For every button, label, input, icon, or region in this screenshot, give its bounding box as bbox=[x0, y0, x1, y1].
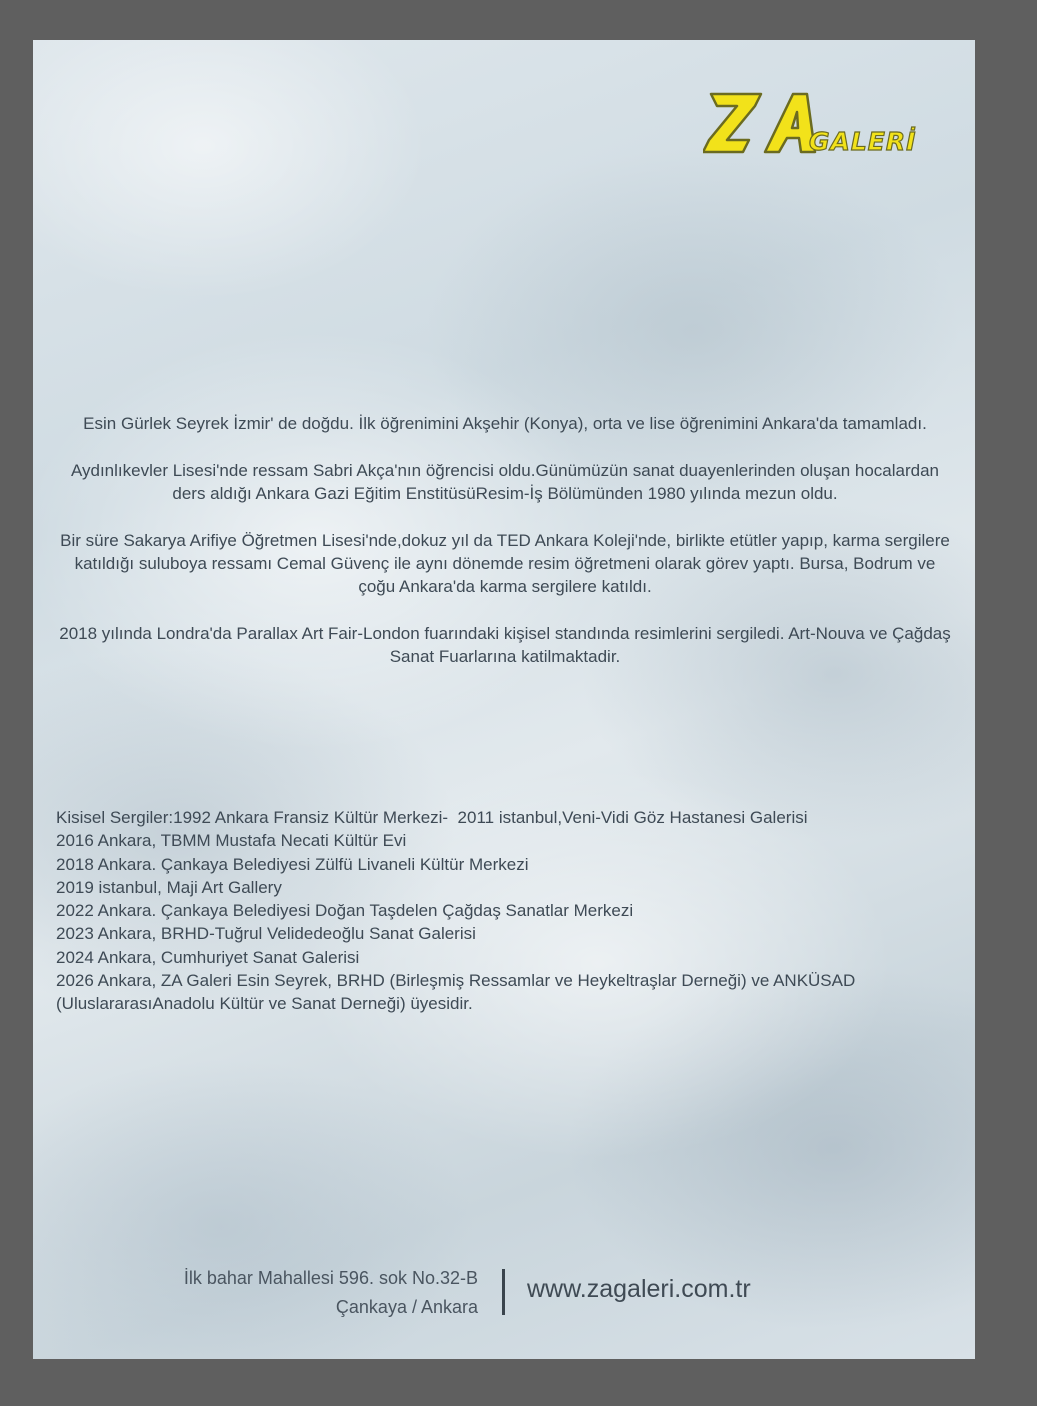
footer-address bbox=[184, 1264, 478, 1322]
svg-text:GALERİ: GALERİ bbox=[809, 127, 917, 156]
footer-divider bbox=[502, 1269, 505, 1315]
exhibition-item: 2026 Ankara, ZA Galeri Esin Seyrek, BRHD (Birleşmiş Ressamlar ve Heykeltraşlar Derneği) ve ANKÜSAD (UluslararasıAnadolu Kültür ve Sanat Derneği) üyesidir. bbox=[56, 971, 860, 1014]
exhibition-item: 2019 istanbul, Maji Art Gallery bbox=[56, 877, 282, 897]
exhibition-item: 2023 Ankara, BRHD-Tuğrul Velidedeoğlu Sanat Galerisi bbox=[56, 924, 476, 944]
exhibition-item: 2018 Ankara. Çankaya Belediyesi Zülfü Livaneli Kültür Merkezi bbox=[56, 854, 529, 874]
za-galeri-logo bbox=[703, 86, 925, 158]
exhibition-item: 2016 Ankara, TBMM Mustafa Necati Kültür Evi bbox=[56, 831, 407, 851]
bio-paragraph: Esin Gürlek Seyrek İzmir' de doğdu. İlk öğrenimini Akşehir (Konya), orta ve lise öğrenimini Ankara'da tamamladı. bbox=[83, 414, 927, 433]
exhibition-item: 2024 Ankara, Cumhuriyet Sanat Galerisi bbox=[56, 947, 360, 967]
bio-paragraph: Aydınlıkevler Lisesi'nde ressam Sabri Akça'nın öğrencisi oldu.Günümüzün sanat duayenlerinden oluşan hocalardan ders aldığı Ankara Gazi Eğitim EnstitüsüResim-İş Bölümünden 1980 yılında mezun oldu. bbox=[70, 461, 940, 503]
exhibition-item: Kisisel Sergiler:1992 Ankara Fransiz Kültür Merkezi- 2011 istanbul,Veni-Vidi Göz Hastanesi Galerisi bbox=[56, 808, 808, 827]
bio-paragraph: Bir süre Sakarya Arifiye Öğretmen Lisesi'nde,dokuz yıl da TED Ankara Koleji'nde, birlikte etütler yapıp, karma sergilere katıldığı suluboya ressamı Cemal Güvenç ile aynı dönemde resim öğretmeni olarak görev yaptı. Bursa, Bodrum ve çoğu Ankara'da karma sergilere katıldı. bbox=[60, 531, 950, 596]
address-line: İlk bahar Mahallesi 596. sok No.32-B bbox=[183, 1268, 478, 1288]
exhibition-item: 2022 Ankara. Çankaya Belediyesi Doğan Taşdelen Çağdaş Sanatlar Merkezi bbox=[56, 901, 634, 921]
exhibitions-list bbox=[56, 806, 936, 1016]
biography bbox=[55, 412, 955, 692]
website-link[interactable]: www.zagaleri.com.tr bbox=[527, 1275, 751, 1303]
address-line: Çankaya / Ankara bbox=[335, 1297, 478, 1317]
bio-paragraph: 2018 yılında Londra'da Parallax Art Fair-London fuarındaki kişisel standında resimlerini sergiledi. Art-Nouva ve Çağdaş Sanat Fuarlarına katilmaktadir. bbox=[59, 624, 951, 666]
document-page bbox=[33, 40, 975, 1359]
